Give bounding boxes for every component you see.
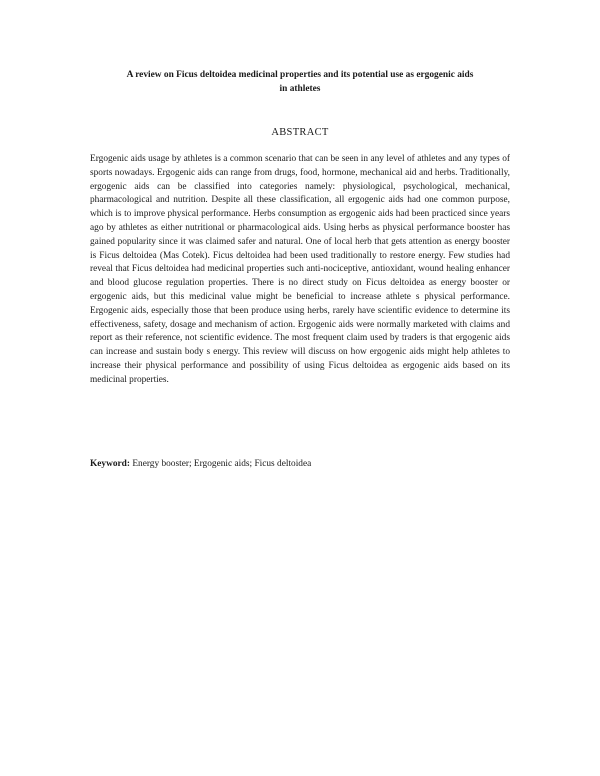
paper-title-line-2: in athletes — [279, 84, 321, 94]
keyword-values: Energy booster; Ergogenic aids; Ficus deltoidea — [132, 459, 312, 469]
paper-title-line-1: A review on Ficus deltoidea medicinal properties and its potential use as ergogenic aids — [126, 70, 474, 80]
keywords-line — [90, 458, 510, 472]
abstract-body: Ergogenic aids usage by athletes is a common scenario that can be seen in any level of athletes and any types of sports nowadays. Ergogenic aids can range from drugs, food, hormone, mechanical aid and herbs. Traditionally, ergogenic aids can be classified into categories namely: physiological, psychological, mechanical, pharmacological and nutrition. Despite all these classification, all ergogenic aids had one common purpose, which is to improve physical performance. Herbs consumption as ergogenic aids had been practiced since years ago by athletes as either nutritional or pharmacological aids. Using herbs as physical performance booster has gained popularity since it was claimed safer and natural. One of local herb that gets attention as energy booster is Ficus deltoidea (Mas Cotek). Ficus deltoidea had been used traditionally to restore energy. Few studies had reveal that Ficus deltoidea had medicinal properties such anti-nociceptive, antioxidant, wound healing enhancer and blood glucose regulation properties. There is no direct study on Ficus deltoidea as energy booster or ergogenic aids, but this medicinal value might be beneficial to increase athlete s physical performance. Ergogenic aids, especially those that been produce using herbs, rarely have scientific evidence to determine its effectiveness, safety, dosage and mechanism of action. Ergogenic aids were normally marketed with claims and report as their reference, not scientific evidence. The most frequent claim used by traders is that ergogenic aids can increase and sustain body s energy. This review will discuss on how ergogenic aids might help athletes to increase their physical performance and possibility of using Ficus deltoidea as ergogenic aids based on its medicinal properties. — [90, 154, 510, 385]
keyword-label: Keyword: — [90, 459, 130, 469]
abstract-heading: ABSTRACT — [271, 127, 329, 138]
paper-title — [80, 68, 520, 96]
